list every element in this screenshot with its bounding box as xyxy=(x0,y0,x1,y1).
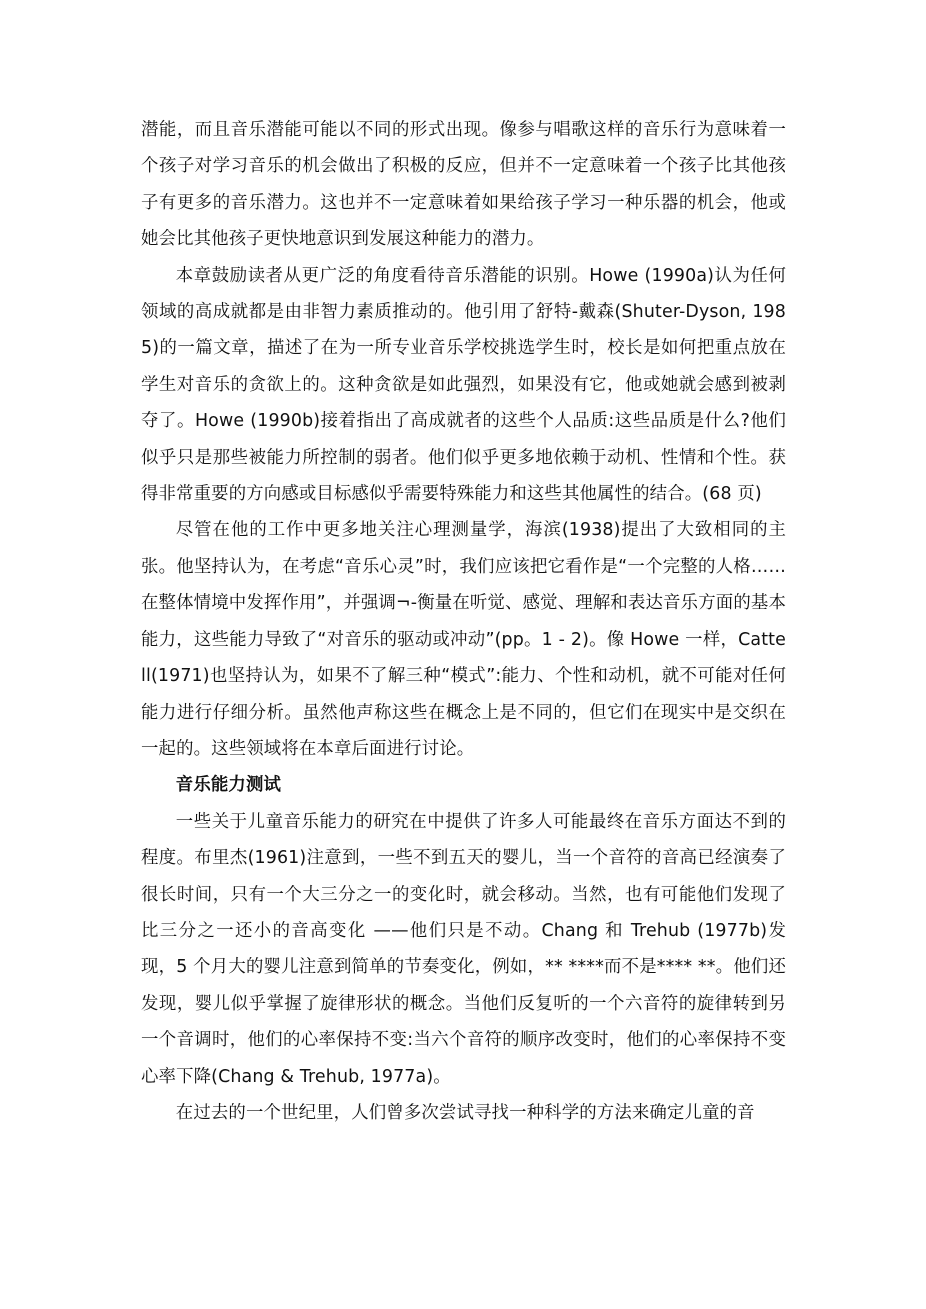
paragraph-3: 尽管在他的工作中更多地关注心理测量学，海滨(1938)提出了大致相同的主张。他坚持认为，在考虑“音乐心灵”时，我们应该把它看作是“一个完整的人格……在整体情境中发挥作用”，并强调¬-衡量在听觉、感觉、理解和表达音乐方面的基本能力，这些能力导致了“对音乐的驱动或冲动”(pp。1 - 2)。像 Howe 一样，Cattell(1971)也坚持认为，如果不了解三种“模式”:能力、个性和动机，就不可能对任何能力进行仔细分析。虽然他声称这些在概念上是不同的，但它们在现实中是交织在一起的。这些领域将在本章后面进行讨论。 xyxy=(141,520,786,759)
section-heading: 音乐能力测试 xyxy=(175,775,282,796)
document-page xyxy=(141,112,786,1131)
paragraph-1: 潜能，而且音乐潜能可能以不同的形式出现。像参与唱歌这样的音乐行为意味着一个孩子对学习音乐的机会做出了积极的反应，但并不一定意味着一个孩子比其他孩子有更多的音乐潜力。这也并不一定意味着如果给孩子学习一种乐器的机会，他或她会比其他孩子更快地意识到发展这种能力的潜力。 xyxy=(141,120,786,250)
paragraph-4: 一些关于儿童音乐能力的研究在中提供了许多人可能最终在音乐方面达不到的程度。布里杰(1961)注意到，一些不到五天的婴儿，当一个音符的音高已经演奏了很长时间，只有一个大三分之一的变化时，就会移动。当然，也有可能他们发现了比三分之一还小的音高变化 ——他们只是不动。Chang 和 Trehub (1977b)发现，5 个月大的婴儿注意到简单的节奏变化，例如，** ****而不是**** **。他们还发现，婴儿似乎掌握了旋律形状的概念。当他们反复听的一个六音符的旋律转到另一个音调时，他们的心率保持不变:当六个音符的顺序改变时，他们的心率保持不变心率下降(Chang & Trehub, 1977a)。 xyxy=(141,811,786,1087)
paragraph-5: 在过去的一个世纪里，人们曾多次尝试寻找一种科学的方法来确定儿童的音 xyxy=(175,1102,755,1123)
paragraph-2: 本章鼓励读者从更广泛的角度看待音乐潜能的识别。Howe (1990a)认为任何领域的高成就都是由非智力素质推动的。他引用了舒特-戴森(Shuter-Dyson, 1985)的一篇文章，描述了在为一所专业音乐学校挑选学生时，校长是如何把重点放在学生对音乐的贪欲上的。这种贪欲是如此强烈，如果没有它，他或她就会感到被剥夺了。Howe (1990b)接着指出了高成就者的这些个人品质:这些品质是什么?他们似乎只是那些被能力所控制的弱者。他们似乎更多地依赖于动机、性情和个性。获得非常重要的方向感或目标感似乎需要特殊能力和这些其他属性的结合。(68 页) xyxy=(141,265,786,505)
